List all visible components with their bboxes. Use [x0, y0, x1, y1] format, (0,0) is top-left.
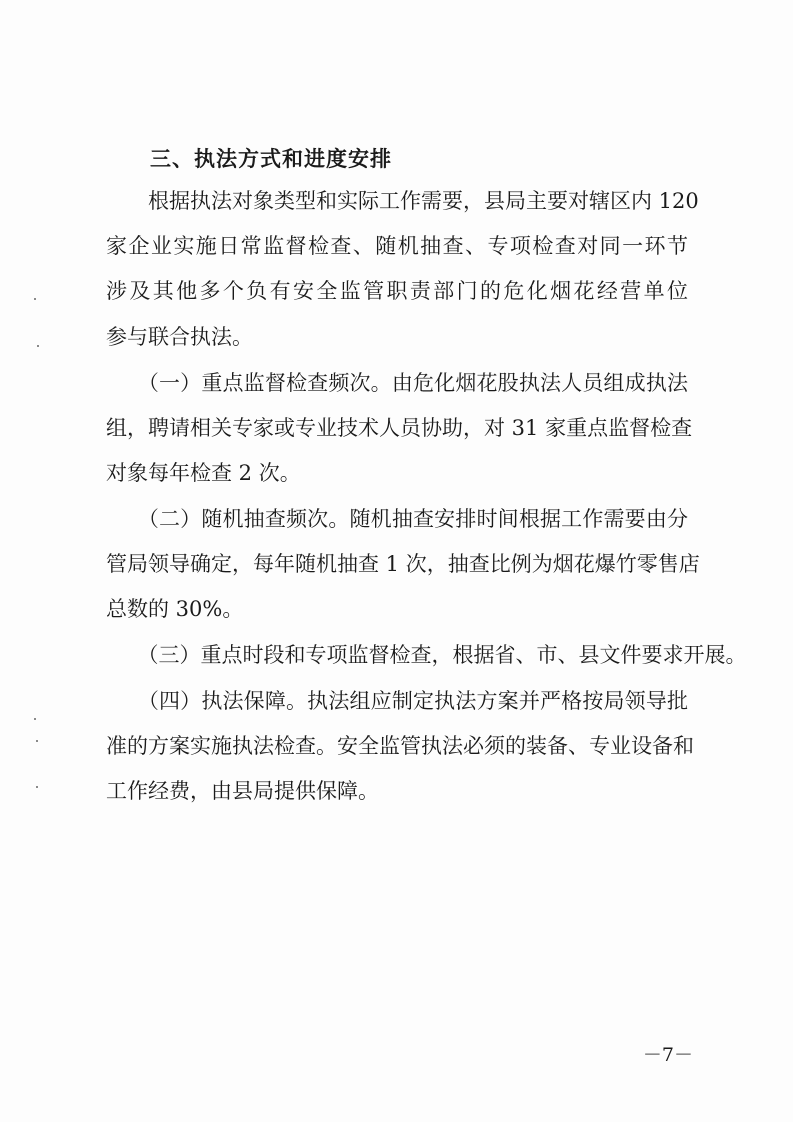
scan-speck: [36, 786, 38, 788]
paragraph-2-line-1: （一）重点监督检查频次。由危化烟花股执法人员组成执法: [106, 371, 688, 395]
paragraph-5-line-2: 准的方案实施执法检查。安全监管执法必须的装备、专业设备和: [106, 734, 694, 758]
paragraph-3-line-2: 管局领导确定，每年随机抽查 1 次，抽查比例为烟花爆竹零售店: [106, 552, 700, 576]
paragraph-1-line-1: 根据执法对象类型和实际工作需要，县局主要对辖区内 120: [106, 189, 699, 213]
paragraph-5-line-1: （四）执法保障。执法组应制定执法方案并严格按局领导批: [106, 689, 688, 713]
paragraph-3-line-1: （二）随机抽查频次。随机抽查安排时间根据工作需要由分: [106, 507, 688, 531]
paragraph-5-line-3: 工作经费，由县局提供保障。: [106, 779, 379, 803]
paragraph-1-line-4: 参与联合执法。: [106, 325, 253, 349]
scan-speck: [37, 345, 39, 347]
paragraph-2-line-2: 组，聘请相关专家或专业技术人员协助，对 31 家重点监督检查: [106, 416, 693, 440]
paragraph-1-line-3: 涉及其他多个负有安全监管职责部门的危化烟花经营单位: [106, 279, 688, 303]
scan-speck: [36, 740, 38, 742]
scan-speck: [34, 298, 36, 300]
paragraph-2-line-3: 对象每年检查 2 次。: [106, 461, 301, 485]
paragraph-1-line-2: 家企业实施日常监督检查、随机抽查、专项检查对同一环节: [106, 234, 688, 258]
page-number: －7－: [642, 1044, 693, 1066]
paragraph-3-line-3: 总数的 30%。: [106, 597, 244, 621]
paragraph-4-line-1: （三）重点时段和专项监督检查，根据省、市、县文件要求开展。: [106, 643, 747, 667]
scan-speck: [34, 718, 36, 720]
section-heading: 三、执法方式和进度安排: [150, 147, 392, 171]
